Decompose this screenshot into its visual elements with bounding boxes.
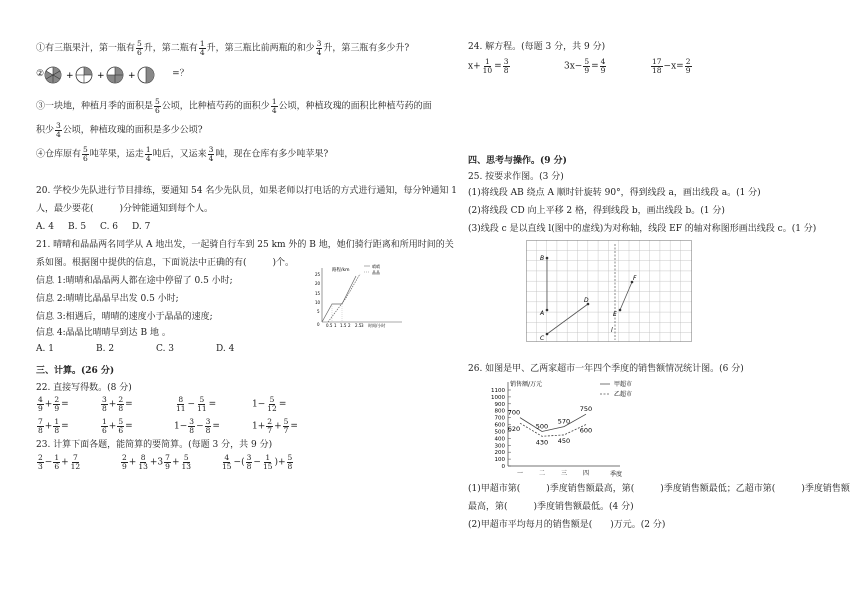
y-tick-label: 800 — [494, 408, 505, 415]
option-b[interactable]: B. 5 — [68, 222, 87, 232]
y-tick-label: 0 — [501, 464, 505, 470]
sub-question-1: ①有三瓶果汁，第一瓶有 $\frac{5}{6}$ 升，第二瓶有 $\frac{1}{4}$ 升，第三瓶比前两瓶的和少 $\frac{3}{4}$ 升，第三瓶有多少升? — [36, 39, 410, 57]
q25-line-1: (1)将线段 AB 绕点 A 顺时针旋转 90°，得到线段 a，画出线段 a。(1 分) — [468, 188, 761, 198]
q24-eq-3: $\frac{17}{18}$ −x= $\frac{2}{9}$ — [652, 57, 691, 75]
point-label-d: D — [584, 297, 589, 304]
data-label: 600 — [579, 426, 593, 435]
q26-line-1: (1)甲超市第( )季度销售额最高，第( )季度销售额最低；乙超市第( )季度销售额 — [468, 484, 850, 494]
q24-eq-2: 3x− $\frac{5}{9}$ = $\frac{4}{9}$ — [564, 57, 606, 75]
q22-item-6: $\frac{1}{6}$ + $\frac{5}{6}$ = — [102, 417, 133, 435]
ytick: 20 — [315, 281, 321, 286]
question-23-title: 23. 计算下面各题，能简算的要简算。(每题 3 分，共 9 分) — [36, 440, 273, 450]
q26-line-2: 最高，第( )季度销售额最低。(4 分) — [468, 502, 634, 512]
sub-question-3-cont: 积少 $\frac{3}{4}$ 公顷，种植玫瑰的面积是多少公顷? — [36, 121, 203, 139]
xtick: 1.5 — [340, 323, 347, 328]
axis-label-l: l — [611, 327, 613, 334]
segment-ef — [620, 282, 632, 310]
y-tick-label: 1000 — [491, 394, 505, 401]
distance-time-chart — [306, 262, 406, 334]
question-21-line1: 21. 晴晴和晶晶两名同学从 A 地出发，一起骑自行车到 25 km 外的 B 地，她们骑行距离和所用时间的关 — [36, 240, 454, 250]
y-tick-label: 200 — [494, 450, 505, 457]
option-b[interactable]: B. 2 — [96, 344, 115, 354]
option-d[interactable]: D. 4 — [216, 344, 235, 354]
legend-item: 晶晶 — [372, 270, 380, 275]
ytick: 25 — [315, 272, 321, 277]
sales-line-chart — [470, 378, 680, 478]
y-tick-label: 300 — [494, 443, 505, 450]
legend-item: 晴晴 — [372, 264, 380, 269]
info-2: 信息 2:晴晴比晶晶早出发 0.5 小时; — [36, 294, 179, 304]
question-22-title: 22. 直接写得数。(8 分) — [36, 383, 132, 393]
circle-three-quarters — [107, 67, 123, 83]
y-tick-label: 100 — [494, 457, 505, 464]
sub-question-2: ② + + + =？ — [36, 66, 189, 84]
y-tick-label: 400 — [494, 436, 505, 443]
fraction: $\frac{3}{4}$ — [316, 39, 322, 57]
q23-item-3: $\frac{4}{15}$ −( $\frac{3}{8}$ − $\frac{1}{15}$ )+ $\frac{5}{8}$ — [222, 453, 293, 471]
circle-half — [138, 67, 154, 83]
data-label: 700 — [507, 408, 521, 417]
q22-item-1: $\frac{4}{9}$ + $\frac{2}{9}$ = — [38, 395, 69, 413]
chart-xlabel: 时间/小时 — [368, 323, 386, 328]
data-label: 500 — [535, 422, 549, 431]
option-a[interactable]: A. 1 — [36, 344, 54, 354]
point-label-e: E — [613, 311, 617, 318]
option-d[interactable]: D. 7 — [132, 222, 151, 232]
svg-text:+: + — [97, 71, 105, 81]
question-20-line2: 人，最少要花( )分钟能通知到每个人。 — [36, 204, 214, 214]
chart-ylabel: 销售额/万元 — [510, 381, 543, 388]
option-c[interactable]: C. 6 — [100, 222, 119, 232]
option-a[interactable]: A. 4 — [36, 222, 54, 232]
circle-five-sixths — [45, 67, 61, 83]
info-1: 信息 1:晴晴和晶晶两人都在途中停留了 0.5 小时; — [36, 276, 233, 286]
point-label-a: A — [540, 310, 545, 317]
series-line-yi — [520, 423, 586, 436]
info-4: 信息 4:晶晶比晴晴早到达 B 地 。 — [36, 328, 171, 338]
ytick: 5 — [317, 309, 320, 314]
data-label: 620 — [507, 425, 521, 434]
q25-line-3: (3)线段 c 是以直线 l(图中的虚线)为对称轴，线段 EF 的轴对称图形画出线段 c。(1 分) — [468, 224, 817, 234]
q22-item-2: $\frac{3}{8}$ + $\frac{2}{8}$ = — [102, 395, 133, 413]
xtick: 3 — [361, 323, 364, 328]
xtick: 2 — [348, 323, 351, 328]
segment-cd — [547, 304, 588, 334]
sub-question-4: ④仓库原有 $\frac{5}{6}$ 吨苹果，运走 $\frac{1}{4}$ 吨后，又运来 $\frac{3}{4}$ 吨，现在仓库有多少吨苹果? — [36, 145, 329, 163]
q23-item-2: $\frac{2}{9}$ + $\frac{8}{13}$ +3 $\frac{7}{9}$ + $\frac{5}{13}$ — [122, 453, 192, 471]
legend-label-jia: 甲超市 — [614, 381, 633, 388]
section-3-title: 三、计算。(26 分) — [36, 366, 115, 376]
q22-item-3: $\frac{8}{11}$ − $\frac{5}{11}$ = — [176, 395, 217, 413]
section-4-title: 四、思考与操作。(9 分) — [468, 156, 567, 166]
xtick: 0.5 — [326, 323, 333, 328]
jingjing-line — [328, 274, 360, 322]
q22-item-4: 1− $\frac{5}{12}$ = — [252, 395, 287, 413]
question-20-options — [36, 222, 164, 233]
point-label-c: C — [540, 335, 545, 342]
question-20-line1: 20. 学校少先队进行节目排练，要通知 54 名少先队员，如果老师以打电话的方式进行通知，每分钟通知 1 — [36, 186, 457, 196]
x-tick-label: 三 — [560, 470, 568, 477]
q22-item-5: $\frac{7}{8}$ + $\frac{1}{8}$ = — [38, 417, 69, 435]
svg-text:+: + — [66, 71, 74, 81]
x-tick-label: 二 — [538, 470, 546, 477]
y-tick-label: 600 — [494, 422, 505, 429]
ytick: 15 — [315, 291, 321, 296]
y-tick-label: 1100 — [491, 388, 505, 394]
fraction: $\frac{1}{4}$ — [199, 39, 205, 57]
y-tick-label: 500 — [494, 429, 505, 436]
info-3: 信息 3:相遇后，晴晴的速度小于晶晶的速度; — [36, 312, 213, 322]
data-label: 750 — [579, 405, 593, 414]
data-label: 570 — [557, 417, 571, 426]
fraction-circles-figure — [44, 66, 172, 84]
q24-eq-1: x+ $\frac{1}{10}$ = $\frac{3}{8}$ — [468, 57, 509, 75]
q26-line-3: (2)甲超市平均每月的销售额是( )万元。(2 分) — [468, 520, 666, 530]
point-label-b: B — [540, 255, 545, 262]
question-21-options — [36, 344, 276, 355]
question-21-line2: 系如图。根据图中提供的信息，下面说法中正确的有( )个。 — [36, 258, 295, 268]
q22-item-7: 1− $\frac{3}{8}$ − $\frac{3}{8}$ = — [174, 417, 220, 435]
svg-text:+: + — [128, 71, 136, 81]
question-26-title: 26. 如图是甲、乙两家超市一年四个季度的销售额情况统计图。(6 分) — [468, 364, 744, 374]
sub-question-3: ③一块地，种植月季的面积是 $\frac{5}{6}$ 公顷，比种植芍药的面积少 $\frac{1}{4}$ 公顷，种植玫瑰的面积比种植芍药的面 — [36, 97, 432, 115]
drawing-grid — [526, 240, 692, 342]
chart-ylabel: 路程/km — [332, 268, 350, 273]
fraction: $\frac{5}{6}$ — [137, 39, 142, 57]
x-tick-label: 四 — [582, 470, 590, 477]
option-c[interactable]: C. 3 — [156, 344, 175, 354]
q22-item-8: 1+ $\frac{2}{7}$ + $\frac{5}{7}$ = — [252, 417, 298, 435]
y-tick-label: 700 — [494, 415, 505, 422]
ytick: 10 — [315, 300, 321, 305]
point-label-f: F — [633, 275, 637, 282]
ytick: 0 — [317, 322, 320, 327]
y-tick-label: 900 — [494, 401, 505, 408]
xtick: 1 — [334, 323, 337, 328]
q25-line-2: (2)将线段 CD 向上平移 2 格，得到线段 b，画出线段 b。(1 分) — [468, 206, 725, 216]
x-tick-label: 一 — [516, 470, 524, 477]
chart-xlabel: 季度 — [610, 471, 623, 478]
qingqing-line — [322, 276, 356, 322]
question-24-title: 24. 解方程。(每题 3 分，共 9 分) — [468, 42, 606, 52]
circle-one-quarter — [76, 67, 92, 83]
chart-legend — [600, 380, 632, 398]
data-label: 430 — [535, 438, 549, 447]
legend-label-yi: 乙超市 — [614, 391, 633, 398]
question-25-title: 25. 按要求作图。(3 分) — [468, 172, 564, 182]
q23-item-1: $\frac{2}{3}$ − $\frac{1}{6}$ + $\frac{7}{12}$ — [38, 453, 81, 471]
data-label: 450 — [557, 436, 571, 445]
xtick: 2.5 — [355, 323, 362, 328]
